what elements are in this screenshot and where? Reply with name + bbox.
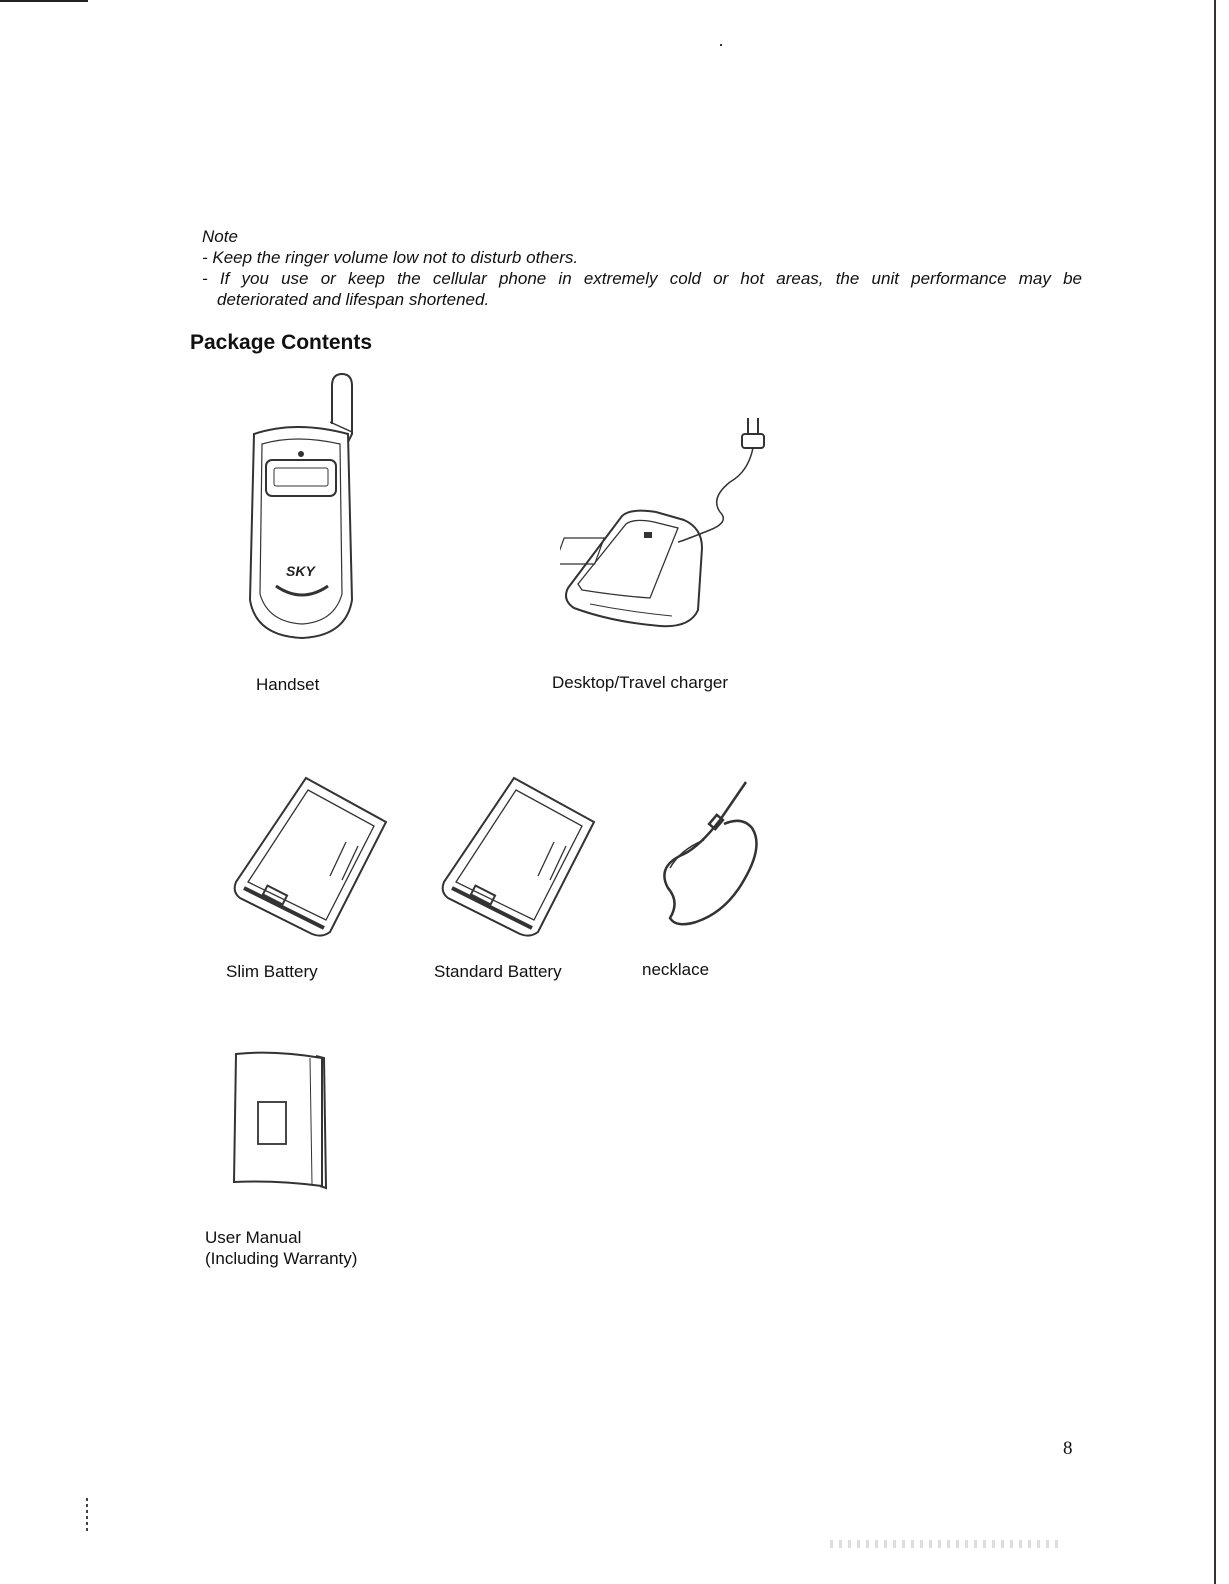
manual-caption-line1: User Manual <box>205 1228 302 1247</box>
slim-battery-caption: Slim Battery <box>226 962 318 981</box>
necklace-icon <box>640 776 780 930</box>
user-manual-icon <box>224 1046 334 1192</box>
scan-mark <box>86 1498 88 1532</box>
scan-noise <box>830 1540 1060 1548</box>
manual-caption-line2: (Including Warranty) <box>205 1249 358 1268</box>
note-item-temperature-cont: deteriorated and lifespan shortened. <box>217 290 490 309</box>
note-item-ringer: - Keep the ringer volume low not to disturb others. <box>202 248 579 267</box>
page-number: 8 <box>1063 1438 1073 1459</box>
manual-caption <box>205 1227 357 1269</box>
handset-icon <box>236 372 366 648</box>
note-item-temperature: - If you use or keep the cellular phone in extremely cold or hot areas, the unit performance may be <box>202 269 1082 288</box>
note-label: Note <box>202 227 238 246</box>
standard-battery-icon <box>434 772 602 940</box>
handset-logo-text: SKY <box>286 563 315 579</box>
scan-speck <box>720 44 722 46</box>
charger-icon <box>560 412 788 636</box>
standard-battery-caption: Standard Battery <box>434 962 562 981</box>
note-block <box>202 226 1082 310</box>
scan-right-edge <box>1214 0 1216 1584</box>
section-title: Package Contents <box>190 331 373 354</box>
handset-caption: Handset <box>256 675 320 694</box>
scan-top-line <box>0 0 88 2</box>
necklace-caption: necklace <box>642 960 710 979</box>
slim-battery-icon <box>226 772 394 940</box>
charger-caption: Desktop/Travel charger <box>552 673 729 692</box>
